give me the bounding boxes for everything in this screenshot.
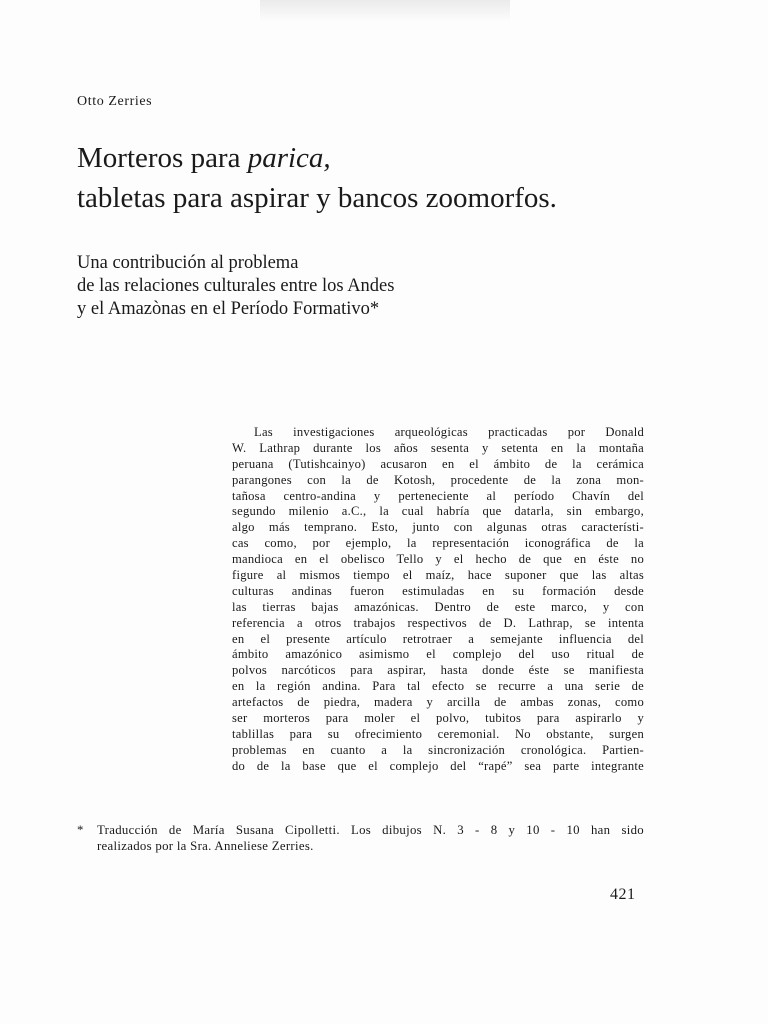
footnote-line: realizados por la Sra. Anneliese Zerries. xyxy=(97,839,314,853)
subtitle-line: Una contribución al problema xyxy=(77,253,299,273)
footnote-mark: * xyxy=(77,823,84,837)
abstract-line: ámbito amazónico asimismo el complejo del uso ritual de xyxy=(232,647,644,662)
abstract-line: en el presente artículo retrotraer a semejante influencia del xyxy=(232,631,644,646)
abstract-line: problemas en cuanto a la sincronización cronológica. Partien- xyxy=(232,742,644,757)
abstract-line: do de la base que el complejo del “rapé” sea parte integrante xyxy=(232,758,644,773)
page-number: 421 xyxy=(610,886,636,903)
article-title xyxy=(77,138,697,218)
abstract-line: mandioca en el obelisco Tello y el hecho de que en éste no xyxy=(232,552,644,567)
abstract-line: referencia a otros trabajos respectivos de D. Lathrap, se intenta xyxy=(232,615,644,630)
title-line-1 xyxy=(77,138,697,178)
abstract-line: tablillas para su ofrecimiento ceremonial. No obstante, surgen xyxy=(232,726,644,741)
abstract-line: polvos narcóticos para aspirar, hasta donde éste se manifiesta xyxy=(232,663,644,678)
scan-header-smudge xyxy=(260,0,510,22)
author-name: Otto Zerries xyxy=(77,94,153,109)
abstract-line: ser morteros para moler el polvo, tubitos para aspirarlo y xyxy=(232,711,644,726)
footnote-line: Traducción de María Susana Cipolletti. Los dibujos N. 3 - 8 y 10 - 10 han sido xyxy=(97,823,644,837)
abstract-line: las tierras bajas amazónicas. Dentro de este marco, y con xyxy=(232,599,644,614)
title-italic-word: parica, xyxy=(247,142,331,174)
title-line-2: tabletas para aspirar y bancos zoomorfos. xyxy=(77,182,557,214)
abstract-line: cas como, por ejemplo, la representación iconográfica de la xyxy=(232,536,644,551)
abstract-line: Las investigaciones arqueológicas practicadas por Donald xyxy=(254,425,644,439)
abstract-line: figure al mismos tiempo el maíz, hace suponer que las altas xyxy=(232,568,644,583)
title-line-1-prefix: Morteros para xyxy=(77,142,248,174)
abstract-line: W. Lathrap durante los años sesenta y setenta en la montaña xyxy=(232,440,644,455)
abstract-line: culturas andinas fueron estimuladas en su formación desde xyxy=(232,583,644,598)
footnote xyxy=(77,822,644,854)
abstract-line: tañosa centro-andina y perteneciente al período Chavín del xyxy=(232,488,644,503)
abstract-line: segundo milenio a.C., la cual habría que datarla, sin embargo, xyxy=(232,504,644,519)
abstract-line: en la región andina. Para tal efecto se recurre a una serie de xyxy=(232,679,644,694)
subtitle-line: de las relaciones culturales entre los Andes xyxy=(77,276,395,296)
abstract-line: parangones con la de Kotosh, procedente de la zona mon- xyxy=(232,472,644,487)
article-subtitle xyxy=(77,252,637,321)
abstract-line: algo más temprano. Esto, junto con algunas otras característi- xyxy=(232,520,644,535)
abstract-paragraph xyxy=(232,425,644,775)
subtitle-line: y el Amazònas en el Período Formativo* xyxy=(77,299,380,319)
abstract-line: artefactos de piedra, madera y arcilla de ambas zonas, como xyxy=(232,695,644,710)
abstract-line: peruana (Tutishcainyo) acusaron en el ámbito de la cerámica xyxy=(232,456,644,471)
